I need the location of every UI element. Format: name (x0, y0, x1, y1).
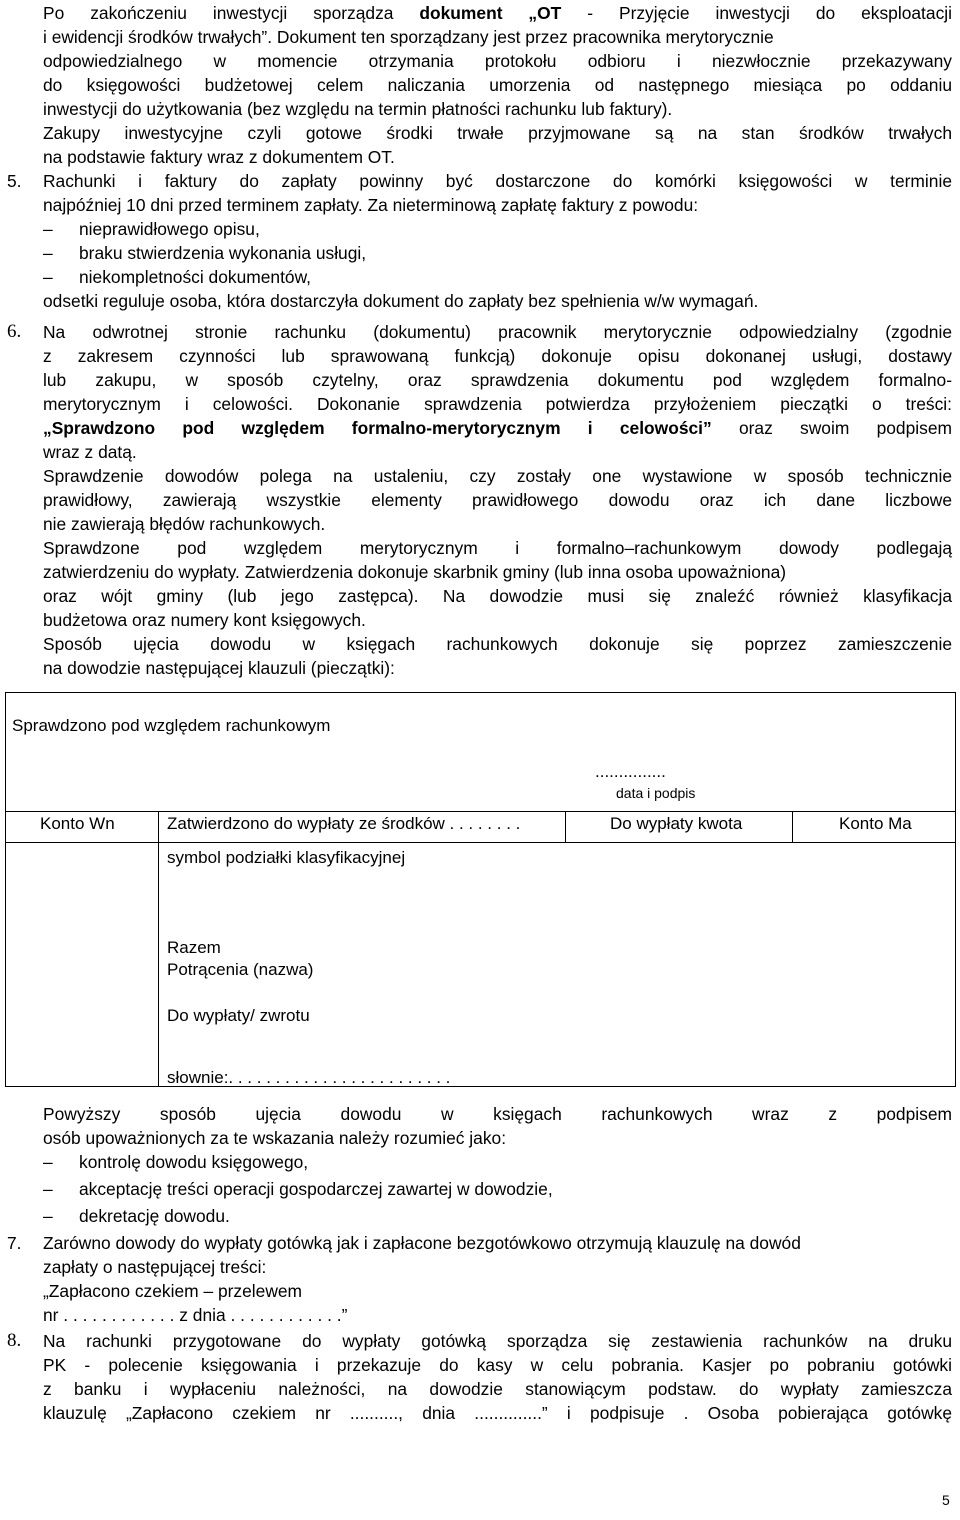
row-payout: Do wypłaty/ zwrotu (167, 1006, 310, 1025)
date-sign-label: data i podpis (616, 785, 696, 801)
item-number: 8. (7, 1330, 22, 1351)
text-line: osób upoważnionych za te wskazania należy rozumieć jako: (43, 1128, 507, 1148)
text-line: Rachunki i faktury do zapłaty powinny być dostarczone do komórki księgowości w terminie (43, 171, 952, 191)
text-line: odsetki reguluje osoba, która dostarczyła dokument do zapłaty bez spełnienia w/w wymagań. (43, 291, 759, 311)
text-line: Na odwrotnej stronie rachunku (dokumentu) pracownik merytorycznie odpowiedzialny (zgodnie (43, 322, 952, 342)
text-line: Po zakończeniu inwestycji sporządza dokument „OT - Przyjęcie inwestycji do eksploatacji (43, 3, 952, 23)
item-number: 6. (7, 321, 22, 342)
text-line: na podstawie faktury wraz z dokumentem OT. (43, 147, 395, 167)
dash-bullet-icon: – (43, 1179, 53, 1199)
divider (565, 811, 566, 842)
divider (792, 811, 793, 842)
text-line: Sposób ujęcia dowodu w księgach rachunkowych dokonuje się poprzez zamieszczenie (43, 634, 952, 654)
column-approved: Zatwierdzono do wypłaty ze środków . . . . . . . . (167, 814, 521, 833)
dash-bullet-icon: – (43, 1152, 53, 1172)
bullet-item: – kontrolę dowodu księgowego, (43, 1152, 309, 1172)
item-7 (43, 1231, 952, 1327)
text-line: wraz z datą. (43, 442, 137, 462)
text-line: zapłaty o następującej treści: (43, 1257, 267, 1277)
text-line: PK - polecenie księgowania i przekazuje do kasy w celu pobrania. Kasjer po pobraniu gotówki (43, 1355, 952, 1375)
text-line: inwestycji do użytkowania (bez względu na termin płatności rachunku lub faktury). (43, 99, 673, 119)
text-line: budżetowa oraz numery kont księgowych. (43, 610, 366, 630)
accounting-stamp-form (5, 692, 956, 1087)
dash-bullet-icon: – (43, 267, 53, 287)
column-konto-wn: Konto Wn (40, 814, 115, 833)
text-line: Sprawdzenie dowodów polega na ustaleniu, czy zostały one wystawione w sposób technicznie (43, 466, 952, 486)
text-line: odpowiedzialnego w momencie otrzymania protokołu odbioru i niezwłocznie przekazywany (43, 51, 952, 71)
item-number: 5. (7, 171, 22, 191)
text-line: zatwierdzeniu do wypłaty. Zatwierdzenia dokonuje skarbnik gminy (lub inna osoba upoważniona) (43, 562, 787, 582)
text-line: do księgowości budżetowej celem naliczania umorzenia od następnego miesiąca po oddaniu (43, 75, 952, 95)
text-line: na dowodzie następującej klauzuli (pieczątki): (43, 658, 395, 678)
text-line: najpóźniej 10 dni przed terminem zapłaty. Za nieterminową zapłatę faktury z powodu: (43, 195, 699, 215)
text-line: prawidłowy, zawierają wszystkie elementy prawidłowego dowodu oraz ich dane liczbowe (43, 490, 952, 510)
dash-bullet-icon: – (43, 243, 53, 263)
row-deductions: Potrącenia (nazwa) (167, 960, 314, 979)
text-line: Zarówno dowody do wypłaty gotówką jak i zapłacone bezgotówkowo otrzymują klauzulę na dowód (43, 1233, 801, 1253)
text-line: Zakupy inwestycyjne czyli gotowe środki trwałe przyjmowane są na stan środków trwałych (43, 123, 952, 143)
intro-paragraph (43, 1, 952, 169)
bullet-item: – nieprawidłowego opisu, (43, 219, 260, 239)
divider (6, 811, 955, 812)
row-total: Razem (167, 938, 221, 957)
bullet-item: – akceptację treści operacji gospodarczej zawartej w dowodzie, (43, 1179, 553, 1199)
dash-bullet-icon: – (43, 219, 53, 239)
bullet-item: – niekompletności dokumentów, (43, 267, 312, 287)
bullet-item: – braku stwierdzenia wykonania usługi, (43, 243, 367, 263)
column-konto-ma: Konto Ma (839, 814, 912, 833)
item-6 (43, 320, 952, 680)
signature-dots: ............... (595, 762, 666, 781)
item-number: 7. (7, 1233, 22, 1253)
item-8 (43, 1329, 952, 1425)
bullet-item: – dekretację dowodu. (43, 1206, 230, 1226)
text-line: z banku i wypłaceniu należności, na dowodzie stanowiącym podstaw. do wypłaty zamieszcza (43, 1379, 952, 1399)
text-line: Sprawdzone pod względem merytorycznym i formalno–rachunkowym dowody podlegają (43, 538, 952, 558)
text-line: nie zawierają błędów rachunkowych. (43, 514, 326, 534)
text-line: „Sprawdzono pod względem formalno-merytorycznym i celowości” oraz swoim podpisem (43, 418, 952, 438)
row-symbol: symbol podziałki klasyfikacyjnej (167, 848, 406, 867)
page-number: 5 (942, 1492, 950, 1508)
column-amount: Do wypłaty kwota (610, 814, 743, 833)
text-line: „Zapłacono czekiem – przelewem (43, 1281, 303, 1301)
text-line: nr . . . . . . . . . . . . z dnia . . . . . . . . . . . .” (43, 1305, 348, 1325)
text-line: Powyższy sposób ujęcia dowodu w księgach rachunkowych wraz z podpisem (43, 1104, 952, 1124)
text-line: oraz wójt gminy (lub jego zastępca). Na dowodzie musi się znaleźć również klasyfikacja (43, 586, 952, 606)
stamp-header: Sprawdzono pod względem rachunkowym (12, 716, 331, 735)
text-line: merytorycznym i celowości. Dokonanie sprawdzenia potwierdza przyłożeniem pieczątki o treści: (43, 394, 952, 414)
item-5 (43, 169, 952, 313)
row-words: słownie:. . . . . . . . . . . . . . . . . . . . . . . . (167, 1068, 451, 1087)
after-stamp-paragraph (43, 1102, 952, 1231)
text-line: klauzulę „Zapłacono czekiem nr .........., dnia ..............” i podpisuje . Osoba pobierająca gotówkę (43, 1403, 952, 1423)
text-line: Na rachunki przygotowane do wypłaty gotówką sporządza się zestawienia rachunków na druku (43, 1331, 952, 1351)
text-line: i ewidencji środków trwałych”. Dokument ten sporządzany jest przez pracownika merytorycznie (43, 27, 774, 47)
text-line: lub zakupu, w sposób czytelny, oraz sprawdzenia dokumentu pod względem formalno- (43, 370, 952, 390)
divider (158, 811, 159, 1086)
text-line: z zakresem czynności lub sprawowaną funkcją) dokonuje opisu dokonanej usługi, dostawy (43, 346, 952, 366)
dash-bullet-icon: – (43, 1206, 53, 1226)
divider (6, 842, 955, 843)
